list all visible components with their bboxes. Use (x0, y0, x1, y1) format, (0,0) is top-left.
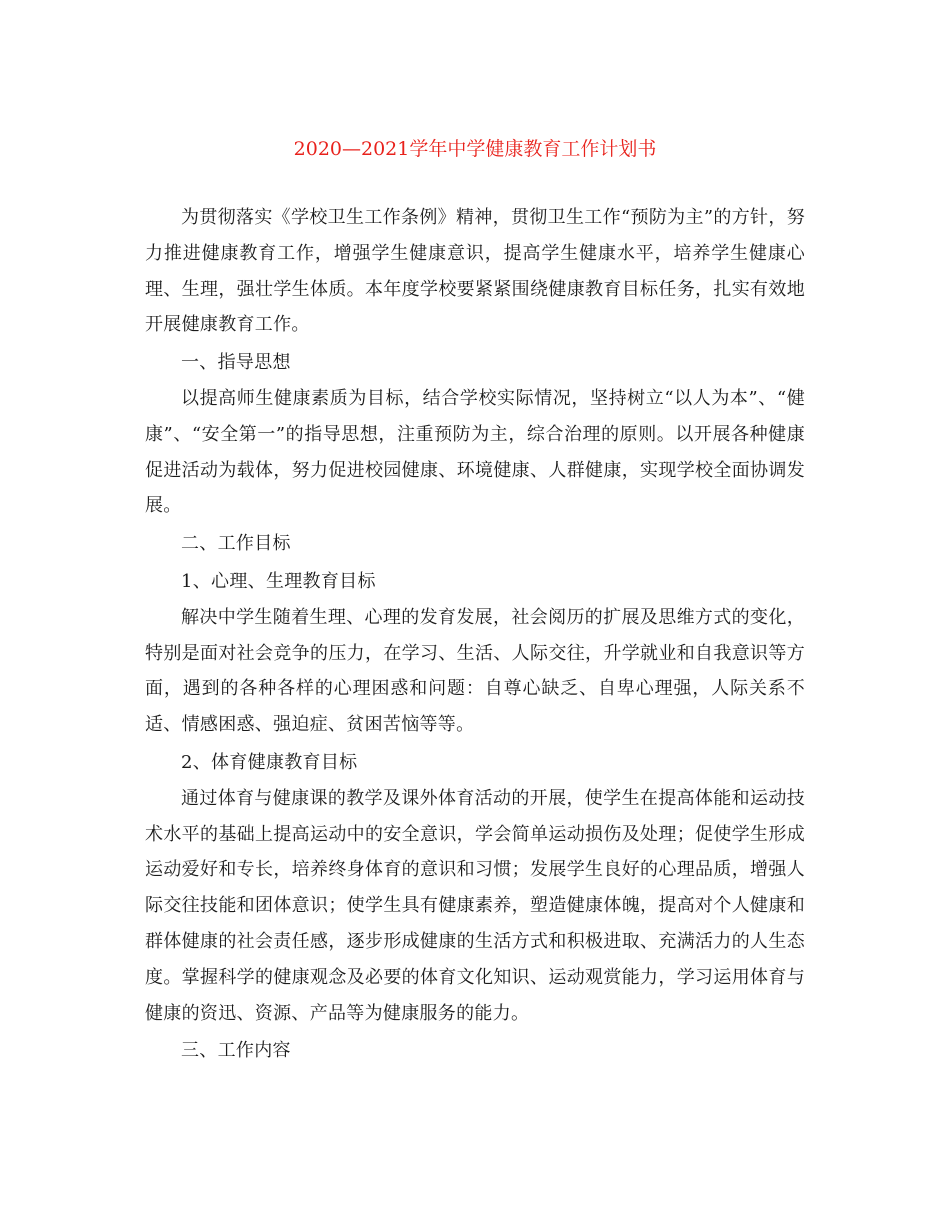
subheading-psych-physio-goals: 1、心理、生理教育目标 (181, 570, 376, 592)
psych-physio-paragraph: 解决中学生随着生理、心理的发育发展，社会阅历的扩展及思维方式的变化，特别是面对社会竞争的压力，在学习、生活、人际交往，升学就业和自我意识等方面，遇到的各种各样的心理困惑和问题：自尊心缺乏、自卑心理强，人际关系不适、情感困惑、强迫症、贫困苦恼等等。 (145, 606, 805, 736)
document-body (145, 200, 805, 1069)
document-title: 2020—2021学年中学健康教育工作计划书 (293, 138, 657, 160)
guiding-ideology-paragraph: 以提高师生健康素质为目标，结合学校实际情况，坚持树立“以人为本”、“健康”、“安全第一”的指导思想，注重预防为主，综合治理的原则。以开展各种健康促进活动为载体，努力促进校园健康、环境健康、人群健康，实现学校全面协调发展。 (145, 387, 805, 517)
section-heading-guiding-ideology: 一、指导思想 (181, 352, 291, 374)
section-heading-work-goals: 二、工作目标 (181, 533, 291, 555)
subheading-pe-health-goals: 2、体育健康教育目标 (181, 751, 358, 773)
intro-paragraph: 为贯彻落实《学校卫生工作条例》精神，贯彻卫生工作“预防为主”的方针，努力推进健康教育工作，增强学生健康意识，提高学生健康水平，培养学生健康心理、生理，强壮学生体质。本年度学校要紧紧围绕健康教育目标任务，扎实有效地开展健康教育工作。 (145, 207, 805, 336)
pe-health-paragraph: 通过体育与健康课的教学及课外体育活动的开展，使学生在提高体能和运动技术水平的基础上提高运动中的安全意识，学会简单运动损伤及处理；促使学生形成运动爱好和专长，培养终身体育的意识和习惯；发展学生良好的心理品质，增强人际交往技能和团体意识；使学生具有健康素养，塑造健康体魄，提高对个人健康和群体健康的社会责任感，逐步形成健康的生活方式和积极进取、充满活力的人生态度。掌握科学的健康观念及必要的体育文化知识、运动观赏能力，学习运用体育与健康的资迅、资源、产品等为健康服务的能力。 (145, 787, 805, 1024)
section-heading-work-content: 三、工作内容 (181, 1040, 291, 1062)
